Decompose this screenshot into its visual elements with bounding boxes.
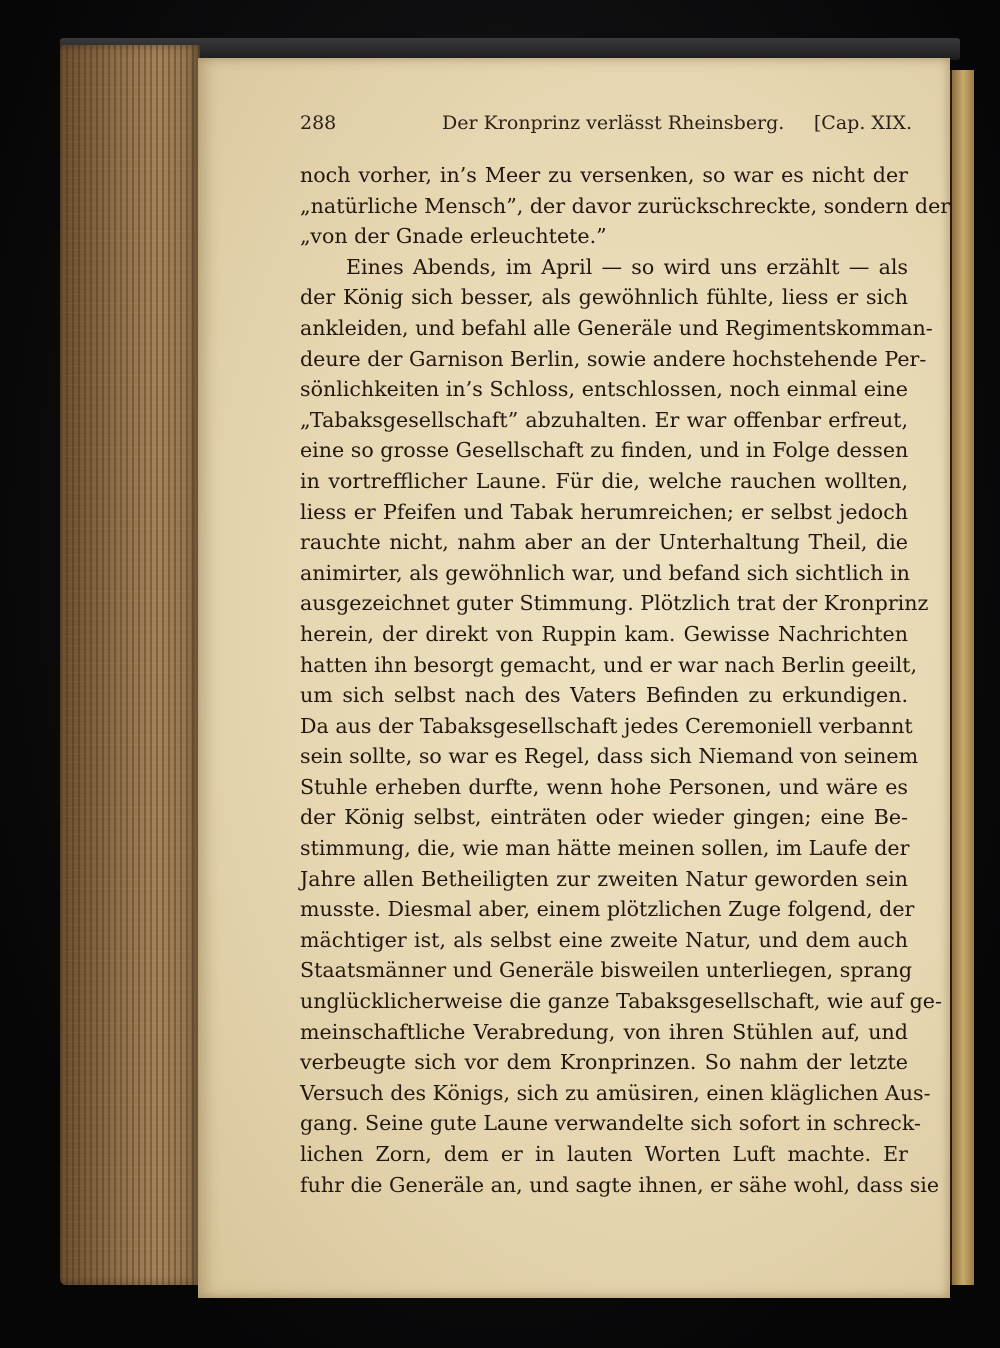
text-line: „von der Gnade erleuchtete.” (300, 224, 607, 249)
text-line: deure der Garnison Berlin, sowie andere hochstehende Per- (300, 346, 927, 371)
text-line: eine so grosse Gesellschaft zu finden, und in Folge dessen (300, 438, 909, 463)
text-line: sein sollte, so war es Regel, dass sich Niemand von seinem (300, 744, 919, 769)
text-line: rauchte nicht, nahm aber an der Unterhaltung Theil, die (300, 530, 908, 555)
text-line: animirter, als gewöhnlich war, und befand sich sichtlich in (300, 560, 910, 585)
text-line: stimmung, die, wie man hätte meinen sollen, im Laufe der (300, 836, 910, 861)
page-number: 288 (300, 112, 337, 134)
text-line: Eines Abends, im April — so wird uns erzählt — als (346, 254, 908, 279)
text-line: herein, der direkt von Ruppin kam. Gewisse Nachrichten (300, 621, 908, 646)
text-line: musste. Diesmal aber, einem plötzlichen Zuge folgend, der (300, 897, 915, 922)
text-line: verbeugte sich vor dem Kronprinzen. So nahm der letzte (300, 1050, 908, 1075)
text-line: der König selbst, einträten oder wieder gingen; eine Be- (300, 805, 908, 830)
chapter-reference: [Cap. XIX. (813, 112, 912, 134)
text-line: der König sich besser, als gewöhnlich fühlte, liess er sich (300, 285, 908, 310)
text-line: hatten ihn besorgt gemacht, und er war nach Berlin geeilt, (300, 652, 917, 677)
facing-page-edge (950, 70, 974, 1285)
text-line: ankleiden, und befahl alle Generäle und Regimentskomman- (300, 315, 933, 340)
page-block-edge (60, 45, 200, 1285)
text-line: in vortrefflicher Laune. Für die, welche rauchen wollten, (300, 468, 908, 493)
text-line: Versuch des Königs, sich zu amüsiren, einen kläglichen Aus- (300, 1080, 931, 1105)
text-line: noch vorher, in’s Meer zu versenken, so war es nicht der (300, 163, 908, 187)
text-line: Jahre allen Betheiligten zur zweiten Natur geworden sein (300, 866, 908, 891)
text-line: gang. Seine gute Laune verwandelte sich sofort in schreck- (300, 1111, 921, 1136)
text-line: Staatsmänner und Generäle bisweilen unterliegen, sprang (300, 958, 913, 983)
text-line: Stuhle erheben durfte, wenn hohe Personen, und wäre es (300, 774, 908, 799)
text-line: Da aus der Tabaksgesellschaft jedes Ceremoniell verbannt (300, 713, 913, 738)
body-text (300, 160, 951, 1200)
running-title: Der Kronprinz verlässt Rheinsberg. (442, 112, 785, 134)
text-line: liess er Pfeifen und Tabak herumreichen; er selbst jedoch (300, 499, 908, 524)
text-line: „Tabaksgesellschaft” abzuhalten. Er war offenbar erfreut, (300, 407, 908, 432)
text-line: sönlichkeiten in’s Schloss, entschlossen, noch einmal eine (300, 377, 908, 402)
text-line: um sich selbst nach des Vaters Befinden zu erkundigen. (300, 683, 908, 708)
text-line: ausgezeichnet guter Stimmung. Plötzlich trat der Kronprinz (300, 591, 929, 616)
text-line: lichen Zorn, dem er in lauten Worten Luft machte. Er (300, 1142, 908, 1166)
text-line: meinschaftliche Verabredung, von ihren Stühlen auf, und (300, 1019, 908, 1044)
text-line: „natürliche Mensch”, der davor zurückschreckte, sondern der (300, 193, 951, 218)
page-header (300, 112, 912, 142)
text-line: mächtiger ist, als selbst eine zweite Natur, und dem auch (300, 927, 908, 952)
text-line: fuhr die Generäle an, und sagte ihnen, er sähe wohl, dass sie (300, 1172, 940, 1197)
text-line: unglücklicherweise die ganze Tabaksgesellschaft, wie auf ge- (300, 989, 942, 1014)
